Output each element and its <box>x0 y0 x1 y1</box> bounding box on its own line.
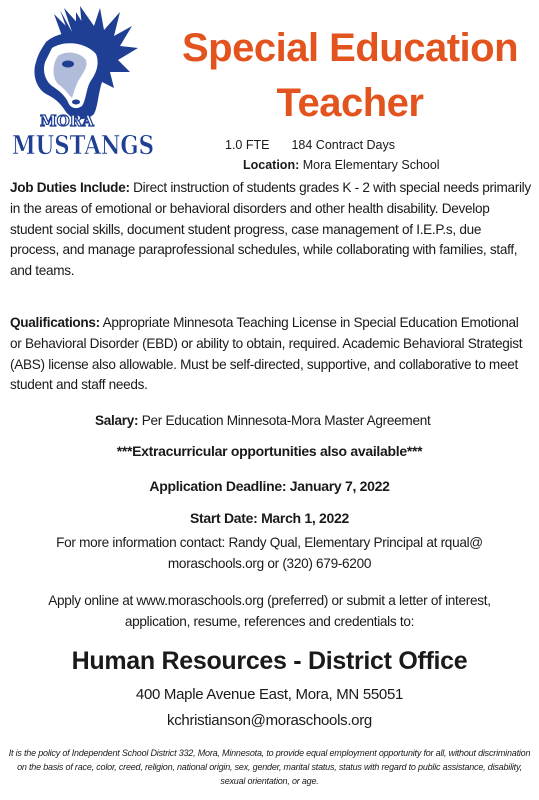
mora-mustangs-logo <box>2 2 162 162</box>
position-meta <box>225 138 395 152</box>
logo-mustangs-text: MUSTANGS <box>12 131 154 161</box>
contact-line-2: moraschools.org or (320) 679-6200 <box>167 556 372 571</box>
extracurricular-note: ***Extracurricular opportunities also available*** <box>116 443 423 459</box>
start-date: Start Date: March 1, 2022 <box>189 510 350 526</box>
logo-mora-text: MORA <box>40 112 94 130</box>
title-line-1: Special Education <box>181 26 519 70</box>
application-deadline: Application Deadline: January 7, 2022 <box>149 478 390 494</box>
salary <box>95 413 430 428</box>
apply-line-2: application, resume, references and credentials to: <box>124 614 415 629</box>
job-duties <box>10 178 532 282</box>
title-line-2: Teacher <box>276 81 424 125</box>
location-label: Location: <box>243 158 300 172</box>
fte: 1.0 FTE <box>225 138 270 152</box>
contact-info <box>0 532 539 574</box>
qualifications <box>10 313 532 396</box>
hr-address: 400 Maple Avenue East, Mora, MN 55051 <box>135 686 404 703</box>
mustang-head-icon <box>34 6 138 119</box>
qualifications-label: Qualifications: <box>10 315 100 330</box>
job-duties-text: Direct instruction of students grades K - 2 with special needs primarily in the areas of emotional or behavioral disorders and other health disability. Develop student social skills, document student progress, case management of I.E.P.s, due process, and manage paraprofessional schedules, while collaborating with families, staff, and teams. <box>10 180 531 279</box>
salary-text: Per Education Minnesota-Mora Master Agreement <box>138 413 431 428</box>
location-value: Mora Elementary School <box>299 158 440 172</box>
qualifications-text: Appropriate Minnesota Teaching License in Special Education Emotional or Behavioral Disorder (EBD) or ability to obtain, required. Academic Behavioral Strategist (ABS) license also allowable. Must be self-directed, supportive, and collaborative to meet student and staff needs. <box>10 315 523 393</box>
equal-opportunity-policy: It is the policy of Independent School District 332, Mora, Minnesota, to provide equal employment opportunity for all, without discrimination on the basis of race, color, creed, religion, national origin, sex, gender, marital status, status with regard to public assistance, disability, sexual orientation, or age. <box>8 748 531 786</box>
apply-line-1: Apply online at www.moraschools.org (preferred) or submit a letter of interest, <box>48 593 491 608</box>
hr-office-title: Human Resources - District Office <box>71 647 468 675</box>
hr-email: kchristianson@moraschools.org <box>167 712 372 729</box>
job-duties-label: Job Duties Include: <box>10 180 130 195</box>
salary-label: Salary: <box>95 413 139 428</box>
apply-instructions <box>0 590 539 632</box>
location <box>243 158 440 172</box>
contact-line-1: For more information contact: Randy Qual, Elementary Principal at rqual@ <box>56 535 483 550</box>
contract-days: 184 Contract Days <box>291 138 395 152</box>
